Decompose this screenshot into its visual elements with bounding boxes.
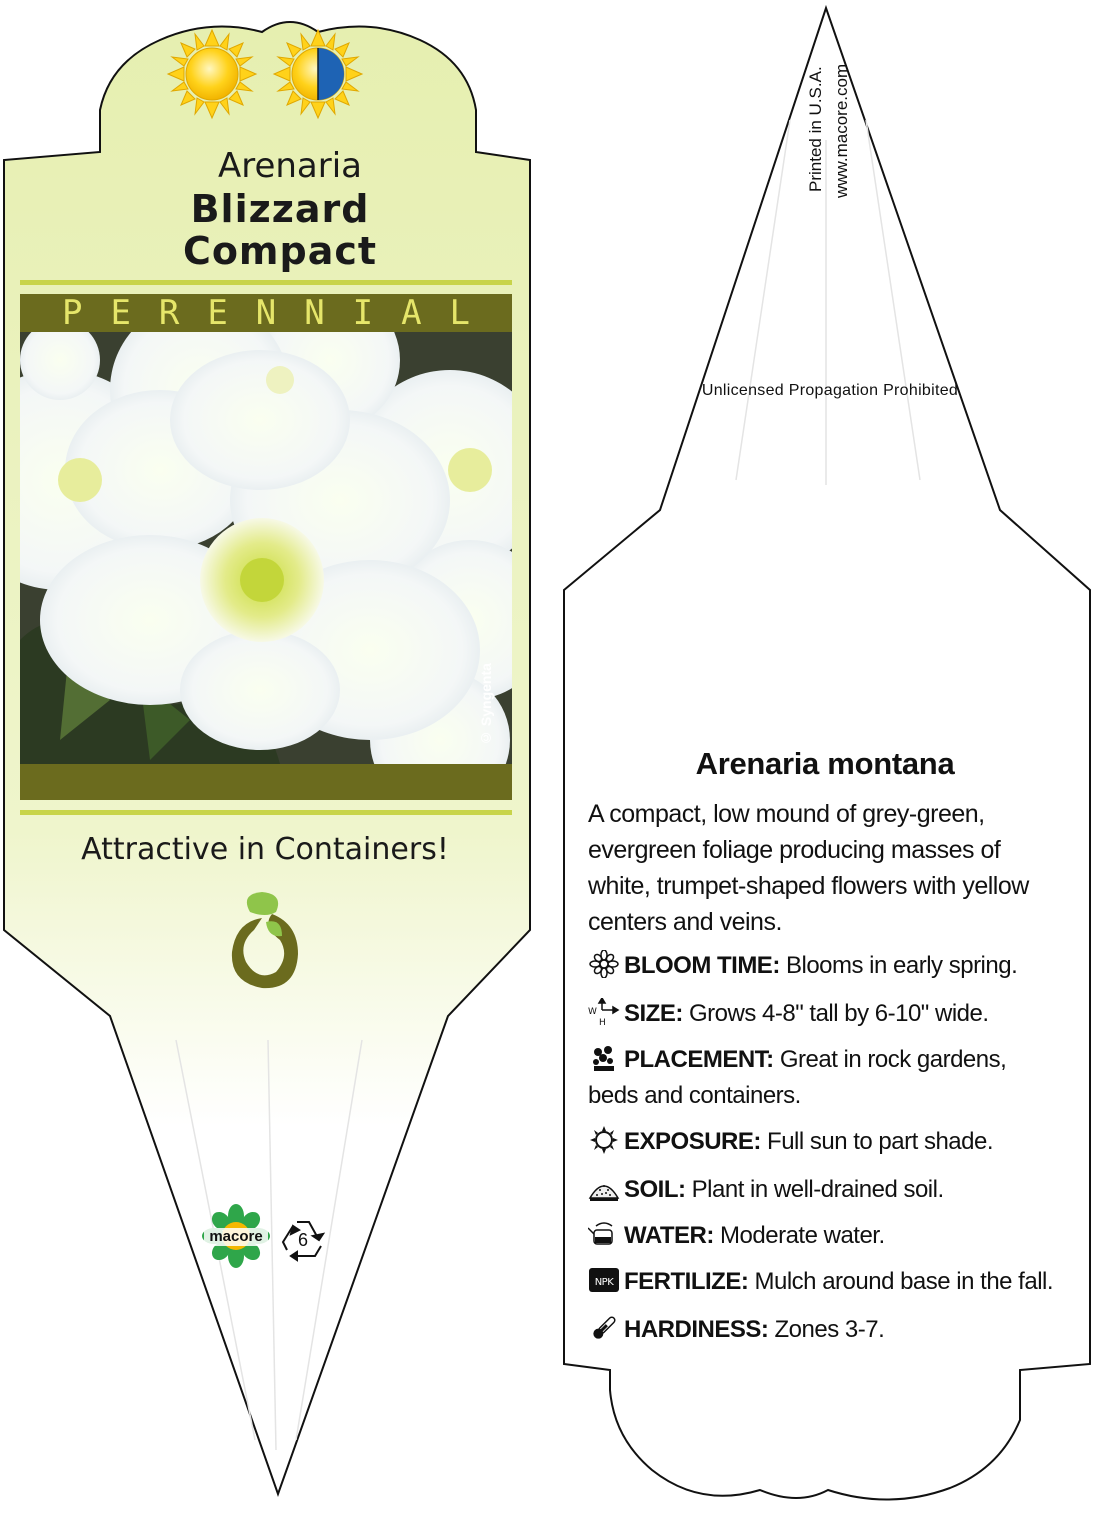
care-label: HARDINESS: <box>624 1316 769 1343</box>
flower-icon <box>588 950 620 978</box>
variety-line-2: Compact <box>182 229 378 273</box>
size-icon-w: W <box>588 1007 597 1017</box>
sun-outline-icon <box>588 1126 620 1154</box>
npk-icon-text: NPK <box>594 1277 614 1288</box>
size-icon-h: H <box>599 1018 606 1026</box>
care-label: PLACEMENT: <box>624 1046 774 1073</box>
flower-photo <box>0 290 550 810</box>
front-genus-name: Arenaria <box>217 146 363 186</box>
category-letter: E <box>110 293 131 333</box>
category-letter: I <box>352 293 374 333</box>
category-letter: N <box>304 293 325 333</box>
care-hardiness <box>588 1312 1058 1348</box>
category-letter: P <box>62 293 83 333</box>
care-text: Moderate water. <box>720 1222 885 1249</box>
size-arrows-icon <box>588 998 620 1026</box>
care-fertilize <box>588 1264 1058 1300</box>
placement-flowers-icon <box>588 1044 620 1072</box>
care-water <box>588 1218 1058 1254</box>
care-text: Blooms in early spring. <box>785 952 1018 979</box>
botanical-name: Arenaria montana <box>695 746 955 781</box>
plant-description: A compact, low mound of grey-green, evergreen foliage producing masses of white, trumpet-shaped flowers with yellow centers and veins. <box>588 800 1029 936</box>
category-band <box>20 294 512 332</box>
front-tagline: Attractive in Containers! <box>81 832 449 867</box>
care-label: EXPOSURE: <box>624 1128 761 1155</box>
photo-credit: © Syngenta <box>478 663 494 747</box>
category-letter: A <box>401 293 422 333</box>
category-letter: E <box>207 293 228 333</box>
soil-mound-icon <box>588 1174 620 1202</box>
care-text: Great in rock gardens, beds and containers. <box>588 1046 1007 1109</box>
care-label: SIZE: <box>624 1000 683 1027</box>
care-text: Plant in well-drained soil. <box>691 1176 944 1203</box>
care-text: Grows 4-8" tall by 6-10" wide. <box>689 1000 989 1027</box>
thermometer-icon <box>588 1314 620 1342</box>
macore-logo-text: macore <box>209 1228 263 1245</box>
care-label: FERTILIZE: <box>624 1268 749 1295</box>
variety-line-1: Blizzard <box>190 187 370 231</box>
care-label: BLOOM TIME: <box>624 952 780 979</box>
front-variety-name <box>60 188 500 272</box>
npk-icon <box>588 1266 620 1294</box>
website-url: www.macore.com <box>832 64 851 199</box>
watering-can-icon <box>588 1220 620 1248</box>
care-label: WATER: <box>624 1222 714 1249</box>
care-soil <box>588 1172 1058 1208</box>
care-exposure <box>588 1124 1058 1160</box>
care-placement <box>588 1042 1058 1114</box>
care-text: Mulch around base in the fall. <box>754 1268 1054 1295</box>
care-label: SOIL: <box>624 1176 686 1203</box>
full-sun-icon <box>168 30 256 118</box>
printed-in-notice: Printed in U.S.A. <box>806 66 825 192</box>
category-letter: L <box>449 293 470 333</box>
care-bloom-time <box>588 948 1058 984</box>
care-text: Zones 3-7. <box>774 1316 885 1343</box>
category-letter: N <box>255 293 277 333</box>
care-text: Full sun to part shade. <box>767 1128 994 1155</box>
category-letter: R <box>158 293 180 333</box>
recycle-number: 6 <box>297 1230 308 1250</box>
propagation-notice: Unlicensed Propagation Prohibited <box>701 382 959 399</box>
care-size <box>588 996 1058 1032</box>
part-shade-icon <box>274 30 362 118</box>
